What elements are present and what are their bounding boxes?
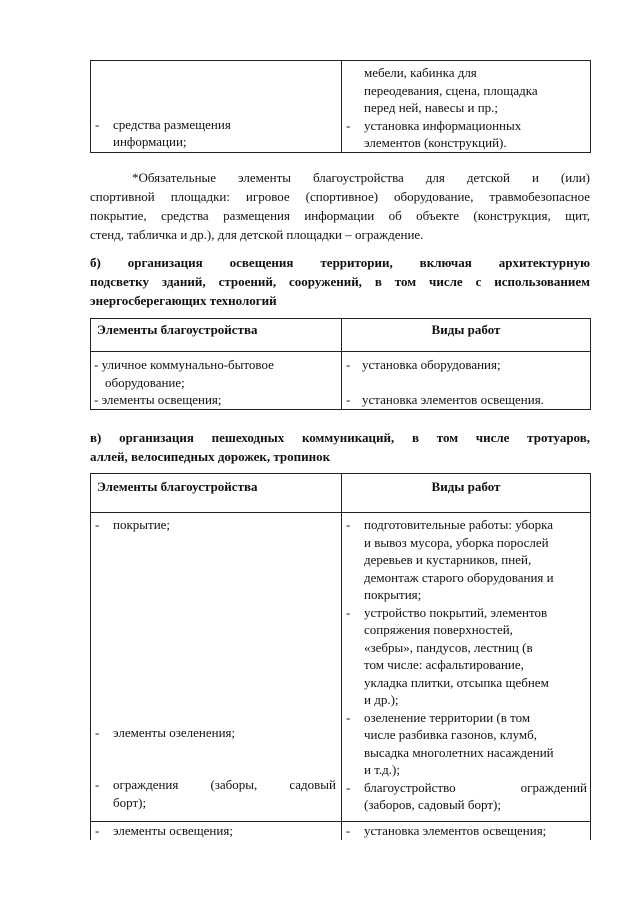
table-c-right-item-1-line-1: подготовительные работы: уборка	[364, 517, 554, 532]
table-pedestrian	[90, 473, 591, 840]
section-b-heading-line-3: энергосберегающих технологий	[90, 293, 277, 308]
section-c-heading-line-1: в) организация пешеходных коммуникаций, в том числе тротуаров,	[90, 430, 590, 445]
section-b-heading	[90, 253, 590, 310]
table-c-left-last-cell: - элементы освещения;	[91, 822, 342, 841]
table-c-right-item-2-line-4: том числе: асфальтирование,	[364, 657, 524, 672]
table-b-col2-header: Виды работ	[431, 322, 501, 337]
table-b-left-line-1: - уличное коммунально-бытовое	[94, 357, 274, 372]
table1-right-line-3: перед ней, навесы и пр.;	[364, 100, 499, 115]
table-c-left-item-3-word-2: (заборы,	[210, 777, 258, 792]
table-c-left-cell: - покрытие; - элементы озеленения; - ограждения (заборы, садовый борт);	[91, 513, 342, 822]
table-c-right-item-1-line-3: деревьев и кустарников, пней,	[364, 552, 532, 567]
table-c-right-item-1-line-4: демонтаж старого оборудования и	[364, 569, 554, 585]
table1-right-cell: мебели, кабинка для переодевания, сцена, площадка перед ней, навесы и пр.; - установка информационных элементов (конструкций).	[342, 61, 591, 153]
table-c-left-item-2: элементы озеленения;	[113, 724, 236, 740]
table1-right-line-2: переодевания, сцена, площадка	[364, 82, 538, 98]
section-c-heading-line-2: аллей, велосипедных дорожек, тропинок	[90, 449, 331, 464]
table-c-right-item-2-line-5: укладка плитки, отсыпка щебнем	[364, 674, 549, 690]
table1-right-line-5: элементов (конструкций).	[364, 135, 507, 150]
table1-left-line-2: информации;	[113, 134, 187, 149]
table1-left-cell: - средства размещения информации;	[91, 61, 342, 153]
table-continuation	[90, 60, 591, 153]
table-c-right-item-1-line-2: и вывоз мусора, уборка порослей	[364, 534, 549, 550]
note-line-4: стенд, табличка и др.), для детской площадки – ограждение.	[90, 227, 424, 242]
table1-right-line-4: установка информационных	[364, 117, 522, 133]
table-c-right-item-2-line-6: и др.);	[364, 692, 399, 707]
note-line-1: *Обязательные элементы благоустройства для детской и (или)	[132, 170, 590, 185]
table-b-col1-header: Элементы благоустройства	[97, 322, 258, 337]
table-b-left-cell	[91, 352, 342, 410]
table-c-right-item-3-line-1: озеленение территории (в том	[364, 709, 531, 725]
section-b-heading-line-2: подсветку зданий, строений, сооружений, в том числе с использованием	[90, 274, 590, 289]
table-c-right-item-1-line-5: покрытия;	[364, 587, 422, 602]
table-c-right-item-2-line-3: «зебры», пандусов, лестниц (в	[364, 639, 533, 655]
table-c-right-item-5: установка элементов освещения;	[364, 823, 547, 838]
note-line-3: покрытие, средства размещения информации об объекте (конструкция, щит,	[90, 208, 590, 223]
table-c-left-item-4: элементы освещения;	[113, 823, 233, 838]
table-c-right-item-2-line-2: сопряжения поверхностей,	[364, 622, 513, 637]
table-c-col1-header: Элементы благоустройства	[97, 479, 258, 494]
note-paragraph	[90, 168, 590, 244]
table-c-right-item-4-word-2: ограждений	[520, 779, 587, 795]
table-b-right-item-2: установка элементов освещения.	[362, 391, 544, 407]
table1-left-line-1: средства размещения	[113, 116, 231, 132]
table-c-col2-header: Виды работ	[431, 479, 501, 494]
table-c-right-item-3-line-3: высадка многолетних насаждений	[364, 744, 554, 760]
table-c-left-item-3-word-3: садовый	[289, 777, 336, 792]
table-c-right-item-4-word-1: благоустройство	[364, 779, 456, 795]
table-b-right-item-1: установка оборудования;	[362, 357, 501, 372]
table1-right-line-1: мебели, кабинка для	[364, 65, 477, 80]
table-b-right-cell: - установка оборудования; - установка элементов освещения.	[342, 352, 591, 410]
table-c-right-cell: - подготовительные работы: уборка и вывоз мусора, уборка порослей деревьев и кустарников, пней, демонтаж старого оборудования и покрытия; - устройство покрытий, элементов сопряжения поверхностей, «зебры», пандусов, лестниц (в том числе: асфальтирование, укладка плитки, отсыпка щебнем и др.); - озеленение территории (в том числе разбивка газонов, клумб, высадка многолетних насаждений и т.д.); - благоустройство ограждений (заборов, садовый борт);	[342, 513, 591, 822]
table-c-left-item-1: покрытие;	[113, 517, 171, 532]
table-lighting	[90, 318, 591, 410]
table-c-right-item-3-line-2: числе разбивка газонов, клумб,	[364, 727, 538, 742]
table-c-left-item-3-word-1: ограждения	[113, 777, 179, 792]
table-c-right-item-3-line-4: и т.д.);	[364, 762, 400, 777]
table-c-right-item-4-line-2: (заборов, садовый борт);	[364, 797, 501, 812]
table-c-right-item-2-line-1: устройство покрытий, элементов	[364, 604, 548, 620]
note-line-2: спортивной площадки: игровое (спортивное) оборудование, травмобезопасное	[90, 189, 590, 204]
table-c-left-item-3-line-2: борт);	[113, 794, 147, 810]
section-c-heading	[90, 428, 590, 466]
table-b-left-line-3: - элементы освещения;	[94, 392, 222, 407]
section-b-heading-line-1: б) организация освещения территории, включая архитектурную	[90, 255, 590, 270]
table-b-left-line-2: оборудование;	[105, 374, 185, 390]
table-c-right-last-cell: - установка элементов освещения;	[342, 822, 591, 841]
